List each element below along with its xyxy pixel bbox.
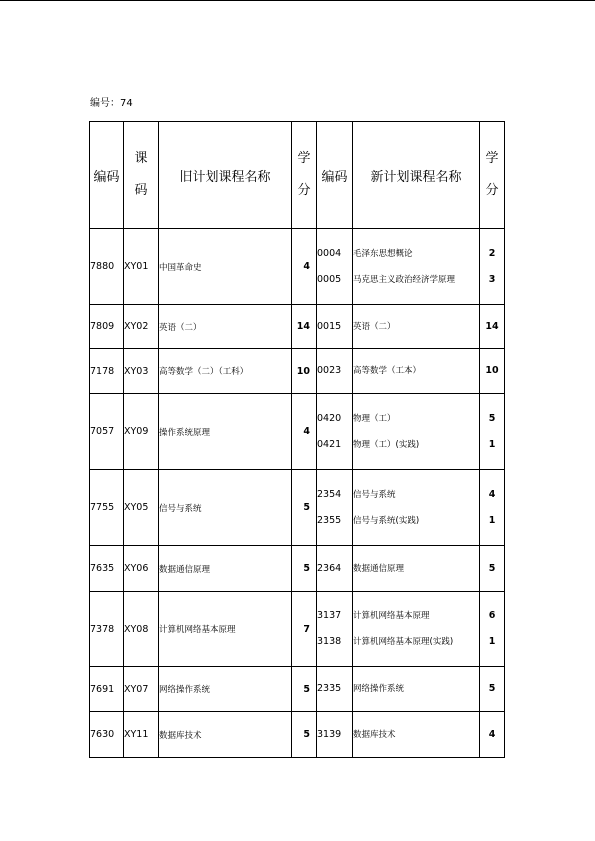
new-credit-cell [480, 349, 505, 394]
new-code: 2354 [317, 488, 342, 500]
old-name-cell: 操作系统原理 [159, 394, 292, 470]
course-code-cell: XY06 [124, 546, 159, 592]
new-credit: 6 [488, 610, 496, 621]
table-header-row [90, 122, 505, 229]
old-code-cell: 7755 [90, 470, 124, 546]
new-credit: 3 [488, 273, 496, 285]
course-code-cell: XY08 [124, 592, 159, 667]
old-code-cell: 7630 [90, 712, 124, 758]
new-credit-cell [480, 229, 505, 305]
new-credit-cell [480, 546, 505, 592]
old-code-cell: 7378 [90, 592, 124, 667]
new-code: 0005 [317, 273, 342, 285]
new-credit-cell [480, 592, 505, 667]
new-code-cell [317, 667, 353, 712]
new-credit-cell [480, 667, 505, 712]
header-old-credit [292, 122, 317, 229]
line-gap [480, 260, 504, 274]
new-name-cell [353, 305, 480, 349]
new-name: 物理（工）(实践) [353, 439, 420, 450]
old-credit-cell: 10 [292, 349, 317, 394]
new-code: 3139 [317, 728, 342, 740]
old-code-cell: 7635 [90, 546, 124, 592]
header-new-name: 新计划课程名称 [353, 122, 480, 229]
new-code: 0015 [317, 320, 342, 332]
header-old-code: 编码 [90, 122, 124, 229]
new-name-cell [353, 712, 480, 758]
old-credit-cell: 4 [292, 394, 317, 470]
new-code: 0004 [317, 247, 342, 259]
old-code-cell: 7809 [90, 305, 124, 349]
line-gap [480, 501, 504, 515]
document-number: 编号：74 [90, 98, 133, 109]
new-name: 计算机网络基本原理(实践) [353, 637, 454, 647]
new-name-cell [353, 546, 480, 592]
old-name-cell: 信号与系统 [159, 470, 292, 546]
new-credit-cell [480, 470, 505, 546]
new-name: 计算机网络基本原理 [353, 611, 430, 621]
old-code-cell: 7880 [90, 229, 124, 305]
header-new-code: 编码 [317, 122, 353, 229]
header-course-code-top: 课 [134, 151, 148, 166]
old-code-cell: 7178 [90, 349, 124, 394]
old-name-cell: 高等数学（二）（工科） [159, 349, 292, 394]
new-code-cell [317, 349, 353, 394]
header-new-credit-bottom: 分 [485, 183, 499, 198]
line-gap [353, 425, 479, 439]
old-name-cell: 数据库技术 [159, 712, 292, 758]
new-code: 2364 [317, 562, 342, 574]
new-name: 信号与系统 [353, 489, 396, 500]
new-code: 3138 [317, 636, 342, 647]
course-code-cell: XY05 [124, 470, 159, 546]
new-name: 马克思主义政治经济学原理 [353, 274, 456, 285]
new-code-cell [317, 712, 353, 758]
new-credit: 5 [488, 683, 496, 694]
old-name-cell: 英语（二） [159, 305, 292, 349]
line-gap [353, 501, 479, 515]
old-code-cell: 7057 [90, 394, 124, 470]
table-row [90, 305, 505, 349]
header-old-name: 旧计划课程名称 [159, 122, 292, 229]
header-course-code-bottom: 码 [134, 183, 148, 198]
course-code-cell: XY02 [124, 305, 159, 349]
new-credit-cell [480, 712, 505, 758]
header-course-code [124, 122, 159, 229]
line-gap [317, 501, 352, 515]
old-name-cell: 网络操作系统 [159, 667, 292, 712]
new-credit: 1 [488, 514, 496, 526]
new-name-cell [353, 592, 480, 667]
new-name-cell [353, 349, 480, 394]
new-credit: 10 [485, 365, 499, 376]
new-name-cell [353, 667, 480, 712]
table-row [90, 470, 505, 546]
new-code: 0023 [317, 365, 342, 376]
table-row [90, 394, 505, 470]
table-row [90, 229, 505, 305]
new-code-cell [317, 592, 353, 667]
new-name-cell [353, 229, 480, 305]
course-code-cell: XY07 [124, 667, 159, 712]
new-name: 数据通信原理 [353, 563, 405, 574]
new-code-cell [317, 394, 353, 470]
old-name-cell: 数据通信原理 [159, 546, 292, 592]
table-row [90, 546, 505, 592]
old-credit-cell: 7 [292, 592, 317, 667]
course-code-cell: XY01 [124, 229, 159, 305]
new-code: 2355 [317, 514, 342, 526]
new-name: 毛泽东思想概论 [353, 248, 413, 259]
table-row [90, 349, 505, 394]
course-code-cell: XY11 [124, 712, 159, 758]
new-code: 2335 [317, 683, 342, 694]
header-new-credit-top: 学 [485, 151, 499, 166]
table-row [90, 712, 505, 758]
new-name-cell [353, 394, 480, 470]
new-name: 数据库技术 [353, 729, 396, 740]
new-code-cell [317, 470, 353, 546]
old-credit-cell: 14 [292, 305, 317, 349]
old-name-cell: 中国革命史 [159, 229, 292, 305]
new-name: 网络操作系统 [353, 684, 405, 694]
header-old-credit-top: 学 [297, 151, 311, 166]
new-credit-cell [480, 394, 505, 470]
new-code-cell [317, 229, 353, 305]
old-code-cell: 7691 [90, 667, 124, 712]
course-code-cell: XY09 [124, 394, 159, 470]
new-credit-cell [480, 305, 505, 349]
old-name-cell: 计算机网络基本原理 [159, 592, 292, 667]
new-code-cell [317, 305, 353, 349]
line-gap [353, 622, 479, 636]
new-credit: 14 [485, 320, 499, 332]
header-old-credit-bottom: 分 [297, 183, 311, 198]
line-gap [480, 622, 504, 636]
line-gap [353, 260, 479, 274]
old-credit-cell: 4 [292, 229, 317, 305]
course-code-cell: XY03 [124, 349, 159, 394]
header-new-credit [480, 122, 505, 229]
old-credit-cell: 5 [292, 712, 317, 758]
new-name-cell [353, 470, 480, 546]
new-credit: 1 [488, 438, 496, 450]
new-credit: 4 [488, 728, 496, 740]
new-name: 英语（二） [353, 321, 396, 332]
line-gap [317, 260, 352, 274]
new-credit: 5 [488, 412, 496, 424]
table-row [90, 592, 505, 667]
line-gap [480, 425, 504, 439]
course-mapping-table [89, 121, 505, 758]
new-name: 高等数学（工本） [353, 366, 422, 376]
line-gap [317, 622, 352, 636]
old-credit-cell: 5 [292, 667, 317, 712]
new-credit: 1 [488, 636, 496, 647]
new-credit: 2 [488, 247, 496, 259]
old-credit-cell: 5 [292, 546, 317, 592]
new-credit: 4 [488, 488, 496, 500]
new-code: 0420 [317, 412, 342, 424]
top-rule [0, 0, 595, 1]
table-row [90, 667, 505, 712]
new-code: 0421 [317, 438, 342, 450]
line-gap [317, 425, 352, 439]
new-name: 物理（工） [353, 413, 396, 424]
new-credit: 5 [488, 562, 496, 574]
old-credit-cell: 5 [292, 470, 317, 546]
new-code-cell [317, 546, 353, 592]
new-name: 信号与系统(实践) [353, 515, 420, 526]
new-code: 3137 [317, 610, 342, 621]
